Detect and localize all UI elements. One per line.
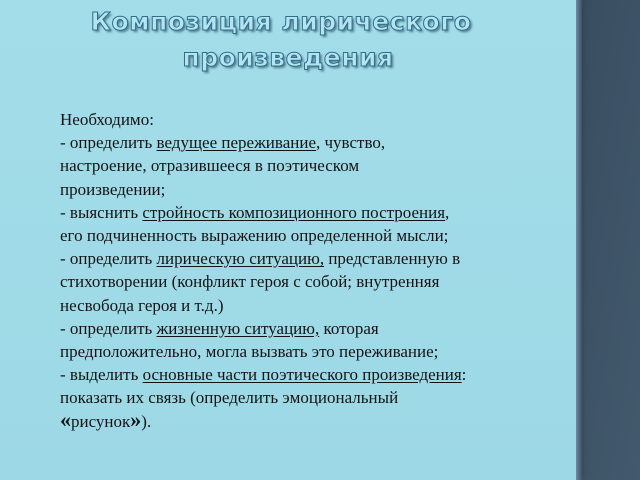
item-1-key-phrase: ведущее переживание bbox=[156, 133, 316, 153]
slide-body bbox=[60, 108, 570, 433]
item-2-line-1 bbox=[60, 201, 570, 224]
panel-edge-stripe bbox=[576, 0, 582, 480]
item-3-line-3: несвобода героя и т.д.) bbox=[60, 295, 224, 315]
item-5-end: ). bbox=[141, 411, 152, 431]
item-4-prefix: - определить bbox=[60, 318, 157, 338]
item-4-suffix: которая bbox=[319, 318, 379, 338]
quoted-word: рисунок bbox=[71, 411, 131, 431]
item-1-line-3: произведении; bbox=[60, 179, 166, 199]
item-5-prefix: - выделить bbox=[60, 365, 143, 385]
item-5-line-3 bbox=[60, 406, 570, 433]
body-intro: Необходимо: bbox=[60, 110, 154, 129]
item-5-key-phrase: основные части поэтического произведения bbox=[142, 365, 462, 385]
item-3-line-2: стихотворении (конфликт героя с собой; внутренняя bbox=[60, 272, 440, 292]
item-3-prefix: - определить bbox=[60, 249, 157, 269]
item-1-suffix: , чувство, bbox=[316, 133, 386, 153]
item-2-prefix: - выяснить bbox=[60, 202, 143, 222]
item-1-line-2: настроение, отразившееся в поэтическом bbox=[60, 156, 360, 176]
title-line-1: Композиция лирического bbox=[90, 7, 472, 36]
item-5-line-2: показать их связь (определить эмоциональный bbox=[60, 388, 399, 408]
item-5-suffix: : bbox=[461, 365, 467, 385]
item-4-key-phrase: жизненную ситуацию, bbox=[156, 318, 320, 338]
title-line-2: произведения bbox=[182, 43, 394, 72]
item-3-key-phrase: лирическую ситуацию, bbox=[156, 249, 325, 269]
item-2-key-phrase: стройность композиционного построения bbox=[142, 202, 446, 222]
open-quote: « bbox=[60, 406, 71, 432]
item-3-line-1 bbox=[60, 247, 570, 270]
item-2-suffix: , bbox=[445, 202, 450, 222]
item-4-line-2: предположительно, могла вызвать это переживание; bbox=[60, 342, 439, 362]
item-1-line-1 bbox=[60, 131, 570, 154]
item-2-line-2: его подчиненность выражению определенной мысли; bbox=[60, 226, 449, 246]
item-1-prefix: - определить bbox=[60, 133, 157, 153]
item-5-line-1 bbox=[60, 363, 570, 386]
item-4-line-1 bbox=[60, 317, 570, 340]
slide-title bbox=[0, 4, 576, 76]
item-3-suffix: представленную в bbox=[324, 249, 461, 269]
close-quote: » bbox=[130, 406, 142, 432]
